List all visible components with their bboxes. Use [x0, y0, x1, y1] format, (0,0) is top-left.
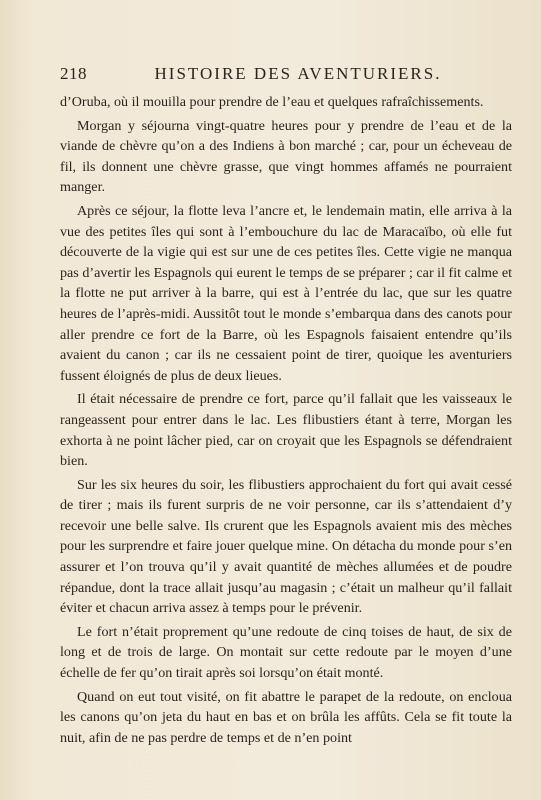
- running-title: HISTOIRE DES AVENTURIERS.: [154, 64, 442, 83]
- paragraph: Quand on eut tout visité, on fit abattre le parapet de la redoute, on encloua les canons qu’on jeta du haut en bas et on brûla les affûts. Cela se fit toute la nuit, afin de ne pas perdre de temps et de n’en point: [60, 688, 512, 746]
- body-text: [60, 92, 512, 751]
- paragraph: Sur les six heures du soir, les flibustiers approchaient du fort qui avait cessé de tirer ; mais ils furent surpris de ne voir personne, car ils s’attendaient d’y recevoir une belle salve. Ils crurent que les Espagnols avaient mis des mèches pour les surprendre et faire jouer quelque mine. On détacha du monde pour s’en assurer et l’on trouva qu’il y avait quantité de mèches allumées et de poudre répandue, dont la trace allait jusqu’au magasin ; c’était un malheur qu’il fallait éviter et chacun arriva assez à temps pour le prévenir.: [60, 476, 512, 617]
- paragraph: Morgan y séjourna vingt-quatre heures pour y prendre de l’eau et de la viande de chèvre qu’on a des Indiens à bon marché ; car, pour un écheveau de fil, ils donnent une chèvre grasse, que vingt hommes affamés ne pourraient manger.: [60, 117, 512, 196]
- paragraph: d’Oruba, où il mouilla pour prendre de l’eau et quelques rafraîchissements.: [60, 94, 484, 110]
- page-header: [60, 64, 512, 88]
- paragraph: Il était nécessaire de prendre ce fort, parce qu’il fallait que les vaisseaux le rangeassent pour entrer dans le lac. Les flibustiers étant à terre, Morgan les exhorta à ne point lâcher pied, car on croyait que les Espagnols se défendraient bien.: [60, 391, 512, 470]
- paragraph: Après ce séjour, la flotte leva l’ancre et, le lendemain matin, elle arriva à la vue des petites îles qui sont à l’embouchure du lac de Maracaïbo, où elle fut découverte de la vigie qui est sur une de ces petites îles. Cette vigie ne manqua pas d’avertir les Espagnols qui eurent le temps de se préparer ; car il fit calme et la flotte ne put arriver à la barre, qui est à l’entrée du lac, que sur les quatre heures de l’après-midi. Aussitôt tout le monde s’embarqua dans des canots pour aller prendre ce fort de la Barre, où les Espagnols faisaient entendre qu’ils avaient du canon ; car ils ne cessaient point de tirer, quoique les aventuriers fussent éloignés de plus de deux lieues.: [60, 202, 512, 384]
- page-number: 218: [60, 64, 87, 83]
- paragraph: Le fort n’était proprement qu’une redoute de cinq toises de haut, de six de long et de trois de large. On montait sur cette redoute par le moyen d’une échelle de fer qu’on tirait après soi lorsqu’on était monté.: [60, 623, 512, 682]
